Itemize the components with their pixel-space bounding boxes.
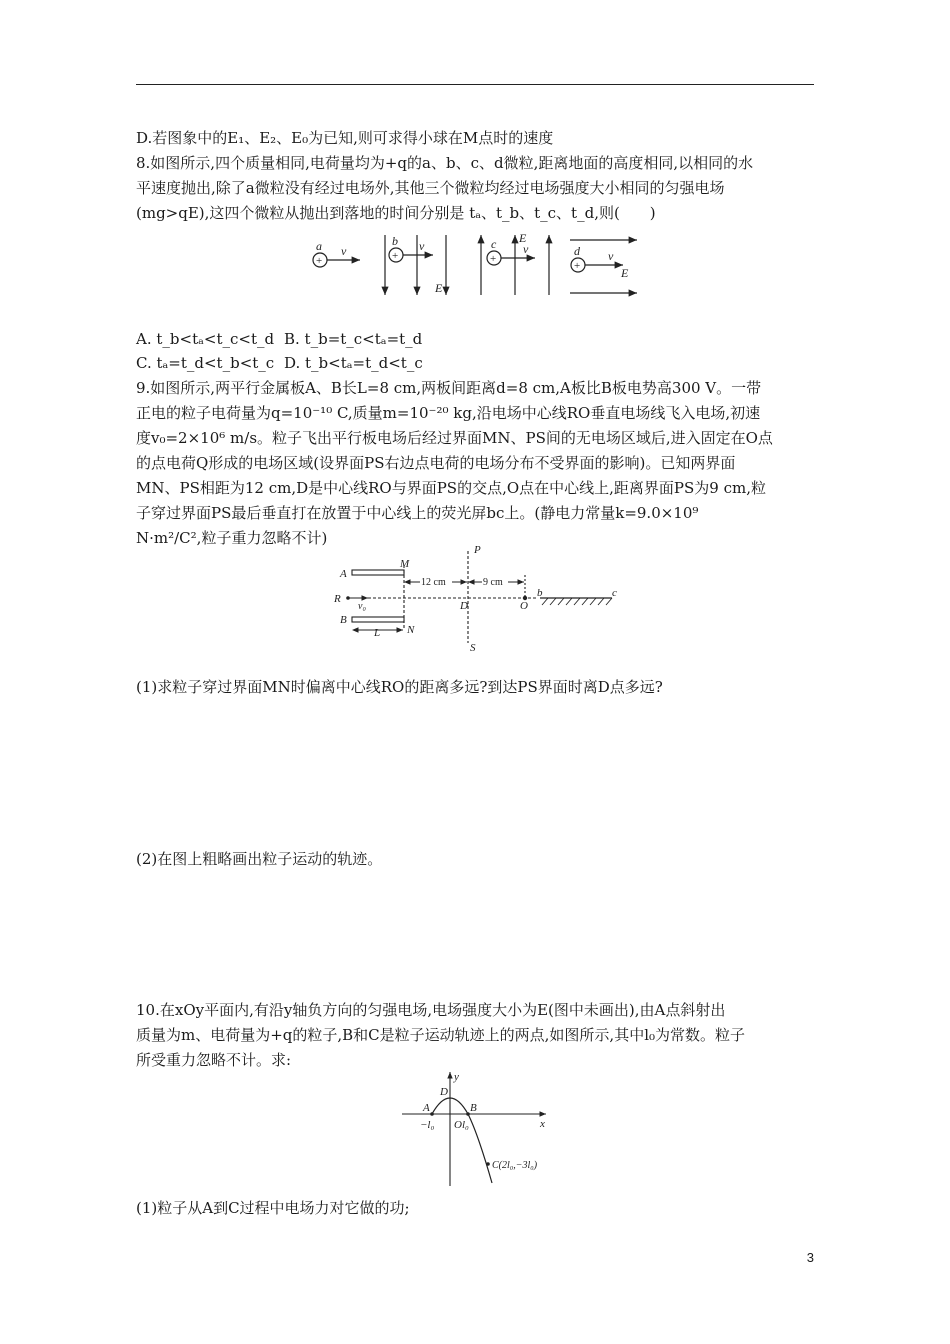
q10-figure bbox=[396, 1070, 566, 1188]
q10-sub1: (1)粒子从A到C过程中电场力对它做的功; bbox=[136, 1199, 410, 1217]
q9-fig-label-b-plate: B bbox=[340, 614, 347, 626]
q8-fig-label-v-d: v bbox=[608, 249, 614, 263]
q8-fig-label-c: c bbox=[491, 237, 497, 251]
q9-fig-label-o: O bbox=[520, 600, 528, 612]
q9-fig-label-r: R bbox=[334, 593, 341, 605]
q9-line-6: 子穿过界面PS最后垂直打在放置于中心线上的荧光屏bc上。(静电力常量k=9.0×10⁹ bbox=[136, 504, 699, 522]
q8-option-a: A. t_b<tₐ<t_c<t_d bbox=[136, 330, 275, 348]
q9-line-1: 9.如图所示,两平行金属板A、B长L=8 cm,两板间距离d=8 cm,A板比B板电势高300 V。一带 bbox=[136, 379, 762, 397]
q8-line-3: (mg>qE),这四个微粒从抛出到落地的时间分别是 tₐ、t_b、t_c、t_d,则( ) bbox=[136, 204, 656, 222]
q8-fig-plus-a: + bbox=[316, 255, 323, 267]
q8-fig-label-v-a: v bbox=[341, 244, 347, 258]
q9-fig-label-v0: v₀ bbox=[358, 601, 366, 612]
q10-fig-label-y: y bbox=[454, 1071, 459, 1083]
q9-fig-label-s: S bbox=[470, 642, 476, 654]
q8-option-c: C. tₐ=t_d<t_b<t_c bbox=[136, 354, 275, 372]
q9-fig-label-9cm: 9 cm bbox=[483, 577, 503, 588]
q10-line-3: 所受重力忽略不计。求: bbox=[136, 1051, 292, 1069]
q8-option-d: D. t_b<tₐ=t_d<t_c bbox=[284, 354, 423, 372]
q10-fig-label-neg-l0: −l₀ bbox=[420, 1119, 435, 1131]
q10-fig-label-o: O bbox=[454, 1119, 462, 1131]
q9-fig-label-n: N bbox=[407, 624, 415, 636]
q10-fig-label-d: D bbox=[440, 1086, 448, 1098]
q7-option-d: D.若图象中的E₁、E₂、E₀为已知,则可求得小球在M点时的速度 bbox=[136, 129, 554, 147]
q8-options-row-1 bbox=[136, 329, 422, 349]
q8-option-b: B. t_b=t_c<tₐ=t_d bbox=[284, 330, 423, 348]
q9-line-7: N·m²/C²,粒子重力忽略不计) bbox=[136, 529, 328, 547]
q8-fig-plus-c: + bbox=[490, 253, 497, 265]
q8-fig-label-e-b: E bbox=[435, 281, 443, 295]
q9-fig-label-b: b bbox=[537, 587, 543, 599]
q9-fig-label-c: c bbox=[612, 587, 617, 599]
q8-fig-label-b: b bbox=[392, 234, 398, 248]
q8-fig-plus-b: + bbox=[392, 250, 399, 262]
page-number: 3 bbox=[806, 1250, 814, 1265]
q8-options-row-2 bbox=[136, 353, 423, 373]
q8-fig-label-v-c: v bbox=[523, 242, 529, 256]
q8-fig-label-e-d: E bbox=[621, 266, 629, 280]
q8-line-2: 平速度抛出,除了a微粒没有经过电场外,其他三个微粒均经过电场强度大小相同的匀强电场 bbox=[136, 179, 725, 197]
q9-line-2: 正电的粒子电荷量为q=10⁻¹⁰ C,质量m=10⁻²⁰ kg,沿电场中心线RO垂直电场线飞入电场,初速 bbox=[136, 404, 761, 422]
q9-line-3: 度v₀=2×10⁶ m/s。粒子飞出平行板电场后经过界面MN、PS间的无电场区域后,进入固定在O点 bbox=[136, 429, 773, 447]
q9-fig-label-p: P bbox=[474, 544, 481, 556]
q9-fig-label-a: A bbox=[340, 568, 347, 580]
q8-fig-label-a: a bbox=[316, 239, 322, 253]
q9-line-5: MN、PS相距为12 cm,D是中心线RO与界面PS的交点,O点在中心线上,距离界面PS为9 cm,粒 bbox=[136, 479, 766, 497]
q10-fig-label-x: x bbox=[540, 1118, 545, 1130]
q8-figure bbox=[305, 230, 645, 305]
q8-fig-label-v-b: v bbox=[419, 239, 425, 253]
q8-fig-label-e-c: E bbox=[519, 231, 527, 245]
q8-line-1: 8.如图所示,四个质量相同,电荷量均为+q的a、b、c、d微粒,距离地面的高度相同,以相同的水 bbox=[136, 154, 754, 172]
q9-line-4: 的点电荷Q形成的电场区域(设界面PS右边点电荷的电场分布不受界面的影响)。已知两界面 bbox=[136, 454, 736, 472]
q9-fig-label-l: L bbox=[374, 627, 381, 639]
q9-sub1: (1)求粒子穿过界面MN时偏离中心线RO的距离多远?到达PS界面时离D点多远? bbox=[136, 678, 663, 696]
q8-fig-plus-d: + bbox=[574, 260, 581, 272]
q10-line-2: 质量为m、电荷量为+q的粒子,B和C是粒子运动轨迹上的两点,如图所示,其中l₀为常数。粒子 bbox=[136, 1026, 746, 1044]
q9-fig-label-12cm: 12 cm bbox=[421, 577, 446, 588]
q10-fig-label-b: B bbox=[470, 1102, 477, 1114]
q9-fig-label-d: D bbox=[460, 600, 468, 612]
q10-fig-label-c: C(2l₀,−3l₀) bbox=[492, 1160, 538, 1171]
q9-sub2: (2)在图上粗略画出粒子运动的轨迹。 bbox=[136, 850, 383, 868]
q9-fig-label-m: M bbox=[400, 558, 410, 570]
q9-figure bbox=[330, 543, 620, 653]
header-rule bbox=[136, 84, 814, 85]
q10-fig-label-l0: l₀ bbox=[462, 1119, 469, 1131]
q10-fig-label-a: A bbox=[423, 1102, 430, 1114]
q10-line-1: 10.在xOy平面内,有沿y轴负方向的匀强电场,电场强度大小为E(图中未画出),由A点斜射出 bbox=[136, 1001, 726, 1019]
q8-fig-label-d: d bbox=[574, 244, 580, 258]
